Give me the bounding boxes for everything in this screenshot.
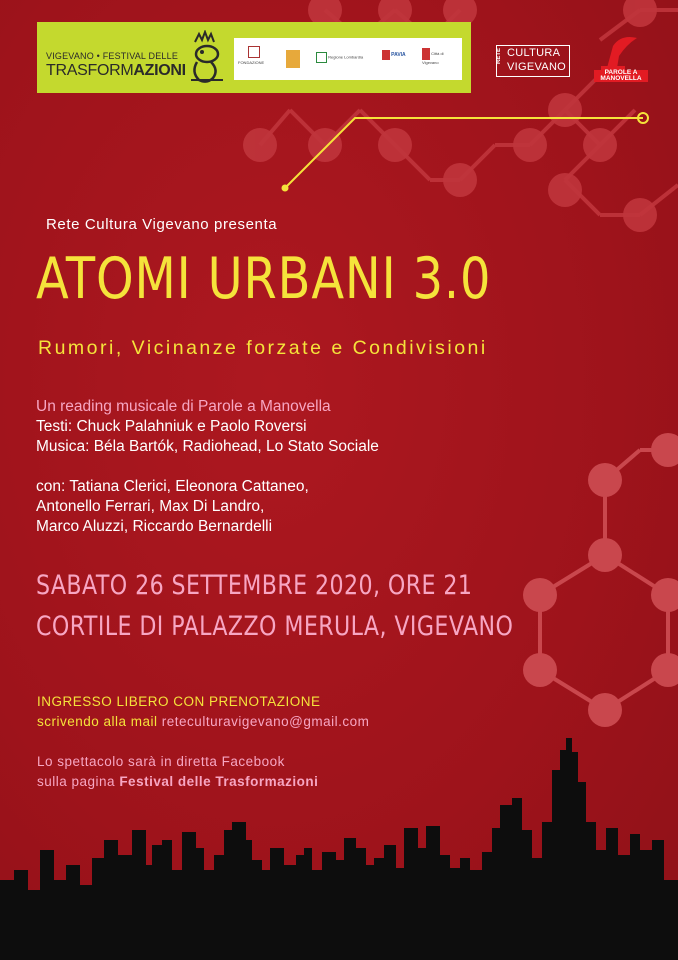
festival-name-part1: TRASFORM [46, 62, 134, 79]
rete-cultura-logo [496, 45, 570, 77]
festival-name-line1: VIGEVANO • FESTIVAL DELLE [46, 51, 179, 61]
rete-logo-line1: CULTURA [507, 47, 561, 59]
rete-logo-line2: VIGEVANO [507, 61, 567, 73]
event-date: SABATO 26 SETTEMBRE 2020, ORE 21 [36, 570, 473, 601]
texts-credit: Testi: Chuck Palahniuk e Paolo Roversi [36, 418, 307, 435]
sponsor-logos [234, 38, 462, 80]
regione-label: Regione Lombardia [328, 54, 364, 60]
parole-a-manovella-logo [593, 32, 649, 82]
cast-line2: Antonello Ferrari, Max Di Landro, [36, 498, 265, 515]
rete-logo-vertical: RETE [496, 48, 502, 65]
city-skyline-silhouette [0, 730, 678, 960]
cariplo-logo [286, 50, 300, 68]
pavia-logo [382, 50, 406, 60]
cast-line3: Marco Aluzzi, Riccardo Bernardelli [36, 518, 273, 535]
festival-name-part2: AZIONI [133, 62, 186, 79]
fondazione-logo [238, 42, 264, 65]
parole-logo-line1: PAROLE A [604, 69, 638, 76]
event-location: CORTILE DI PALAZZO MERULA, VIGEVANO [36, 611, 514, 642]
frog-logo-icon [187, 30, 227, 86]
citta-label: Città di Vigevano [422, 51, 444, 65]
fondazione-label: FONDAZIONE [238, 60, 265, 65]
booking-mail-line [37, 714, 369, 729]
facebook-page-name: Festival delle Trasformazioni [119, 774, 319, 789]
booking-mail-link[interactable]: reteculturavigevano@gmail.com [161, 714, 370, 729]
festival-name-line2 [46, 62, 186, 80]
booking-title: INGRESSO LIBERO CON PRENOTAZIONE [37, 694, 321, 709]
pavia-label: PAVIA [391, 52, 406, 59]
booking-mail-prefix: scrivendo alla mail [37, 714, 162, 729]
live-line1: Lo spettacolo sarà in diretta Facebook [37, 754, 285, 769]
citta-vigevano-logo [422, 48, 458, 65]
event-subtitle: Rumori, Vicinanze forzate e Condivisioni [38, 337, 488, 359]
cast-line1: con: Tatiana Clerici, Eleonora Cattaneo, [36, 478, 309, 495]
regione-logo [316, 52, 363, 63]
event-title: ATOMI URBANI 3.0 [36, 246, 492, 312]
presenter-line: Rete Cultura Vigevano presenta [46, 216, 278, 233]
live-line2-prefix: sulla pagina [37, 774, 120, 789]
parole-logo-line2: MANOVELLA [600, 75, 642, 82]
festival-banner [37, 22, 471, 93]
gramophone-icon [593, 32, 649, 72]
music-credit: Musica: Béla Bartók, Radiohead, Lo Stato Sociale [36, 438, 379, 455]
reading-credit: Un reading musicale di Parole a Manovella [36, 398, 331, 415]
parole-logo-label [594, 70, 648, 82]
